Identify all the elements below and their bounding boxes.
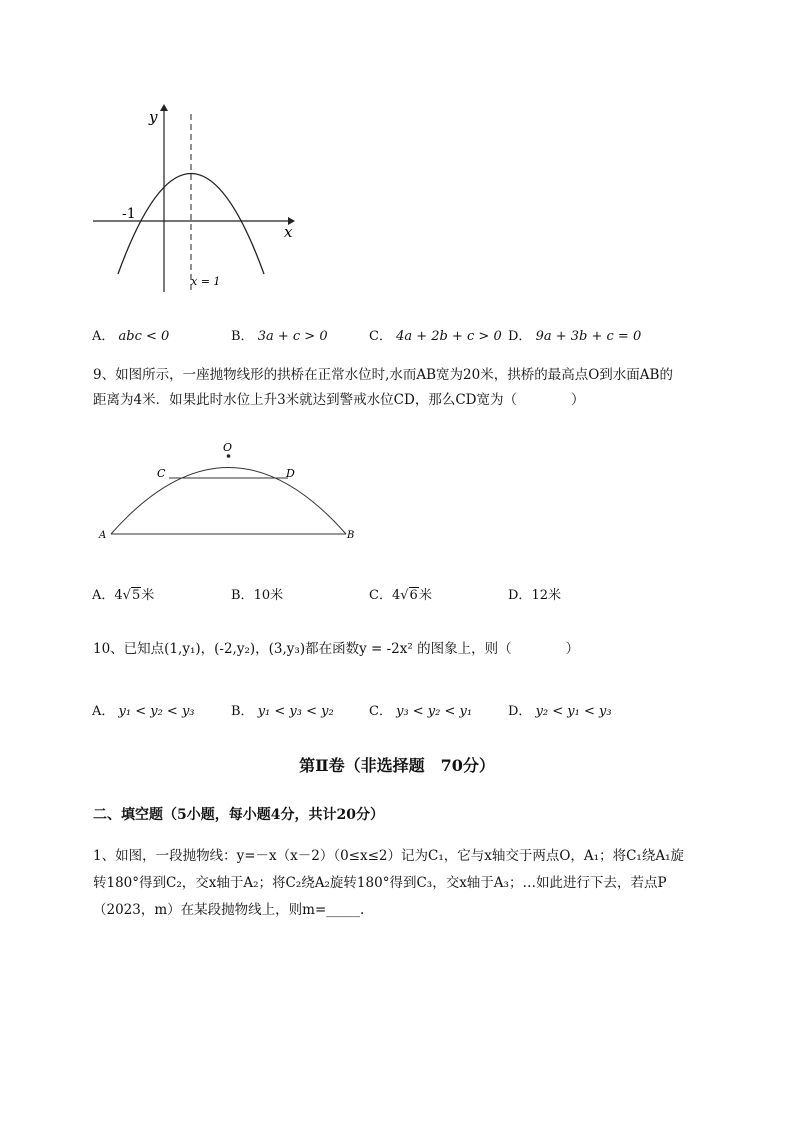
q9-option-d[interactable] (508, 584, 561, 603)
y-axis-label: y (149, 108, 158, 126)
q10-option-c[interactable] (369, 700, 472, 719)
label-c: C (157, 467, 166, 480)
neg1-label: -1 (122, 206, 136, 222)
q10-option-d-letter: D． (508, 704, 532, 719)
q10-option-c-expr: y₃ < y₂ < y₁ (396, 704, 473, 719)
q10-option-a-letter: A． (92, 704, 115, 719)
vertex-point-o (227, 454, 231, 458)
q9-text-line1: 9、如图所示，一座抛物线形的拱桥在正常水位时,水而AB宽为20米，拱桥的最高点O到水面AB的 (93, 367, 673, 383)
axis-line-label: x = 1 (191, 275, 221, 288)
q8-option-c-expr: 4a + 2b + c > 0 (396, 329, 502, 344)
q9-option-b-letter: B． (231, 588, 254, 603)
q10-text: 10、已知点(1,y₁)，(-2,y₂)，(3,y₃)都在函数y = -2x² 的图象上，则（ ） (93, 641, 580, 657)
parabola-figure-q8 (88, 100, 308, 300)
q8-option-b-letter: B． (231, 329, 254, 344)
q8-option-d[interactable] (508, 325, 641, 344)
arch-curve (111, 468, 346, 535)
q9-option-c[interactable] (369, 584, 432, 603)
fill1-line3: （2023，m）在某段抛物线上，则m=_____. (93, 902, 365, 918)
q9-option-a[interactable] (92, 584, 154, 603)
label-a: A (99, 530, 107, 541)
q8-option-b-expr: 3a + c > 0 (257, 329, 328, 344)
q9-option-b-pre: 10米 (253, 588, 284, 603)
q10-option-b-expr: y₁ < y₃ < y₂ (257, 704, 334, 719)
q9-option-c-post: 米 (418, 588, 432, 603)
q9-option-c-rad: 6 (409, 588, 418, 603)
q10-option-a-expr: y₁ < y₂ < y₃ (118, 704, 195, 719)
q8-option-d-letter: D． (508, 329, 532, 344)
q9-option-a-letter: A． (92, 588, 115, 603)
part2-title: 第Ⅱ卷（非选择题 70分） (299, 756, 495, 775)
q8-option-c[interactable] (369, 325, 502, 344)
q9-option-a-pre: 4 (114, 588, 123, 603)
q8-option-b[interactable] (231, 325, 328, 344)
q9-option-c-pre: 4 (391, 588, 401, 603)
q8-option-a-letter: A． (92, 329, 115, 344)
q9-text-line2: 距离为4米．如果此时水位上升3米就达到警戒水位CD，那么CD宽为（ ） (93, 392, 585, 408)
q8-option-a[interactable] (92, 325, 169, 344)
section2-title: 二、填空题（5小题，每小题4分，共计20分） (93, 807, 384, 823)
label-d: D (286, 467, 295, 480)
q9-option-b[interactable] (231, 584, 283, 603)
y-axis-arrow-icon (160, 104, 168, 111)
q10-option-a[interactable] (92, 700, 195, 719)
q10-option-d-expr: y₂ < y₁ < y₃ (535, 704, 612, 719)
q9-option-a-rad: 5 (131, 588, 141, 603)
label-o: O (223, 441, 233, 454)
q8-option-c-letter: C． (369, 329, 392, 344)
q9-option-d-letter: D． (508, 588, 532, 603)
arch-bridge-figure-q9 (95, 438, 365, 546)
q10-option-c-letter: C． (369, 704, 392, 719)
q10-option-d[interactable] (508, 700, 612, 719)
q8-option-a-expr: abc < 0 (118, 329, 170, 344)
sqrt-icon: √ (400, 588, 409, 603)
q9-option-a-post: 米 (141, 588, 155, 603)
sqrt-icon: √ (122, 588, 131, 603)
q10-option-b-letter: B． (231, 704, 254, 719)
fill1-line1: 1、如图，一段抛物线：y=－x（x－2）（0≤x≤2）记为C₁，它与x轴交于两点O，A₁；将C₁绕A₁旋 (93, 848, 684, 864)
fill1-line2: 转180°得到C₂，交x轴于A₂；将C₂绕A₂旋转180°得到C₃，交x轴于A₃；…如此进行下去，若点P (93, 875, 667, 891)
q8-option-d-expr: 9a + 3b + c = 0 (535, 329, 642, 344)
label-b: B (347, 530, 355, 541)
q9-option-d-pre: 12米 (531, 588, 561, 603)
x-axis-label: x (284, 223, 293, 241)
q10-option-b[interactable] (231, 700, 334, 719)
q9-option-c-letter: C． (369, 588, 392, 603)
